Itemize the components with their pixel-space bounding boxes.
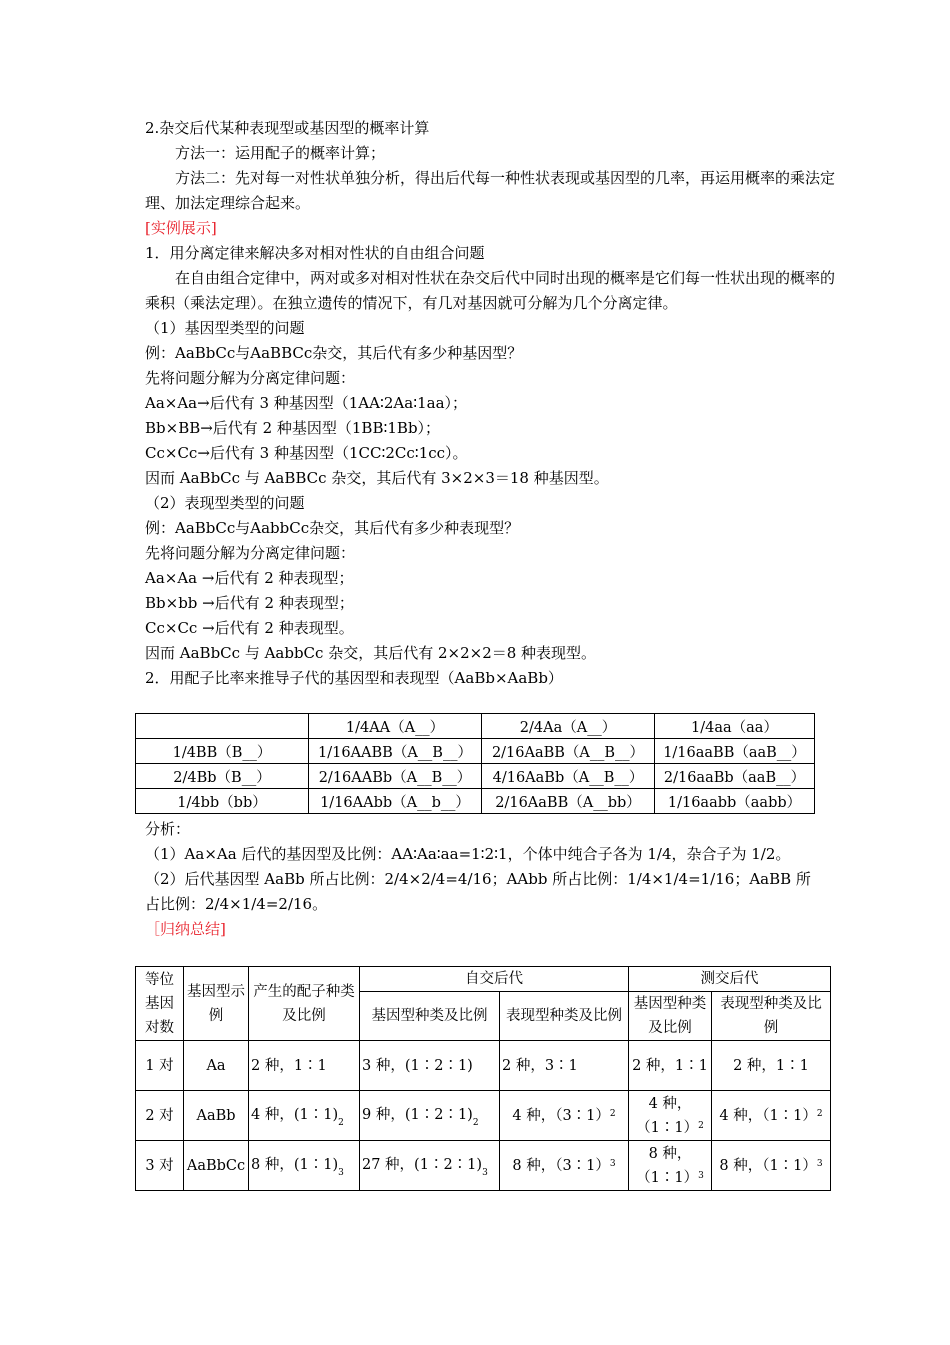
summary-table	[135, 966, 831, 1191]
question-2-heading: （2）表现型类型的问题	[145, 494, 305, 512]
table-cell: 1 对	[136, 1041, 184, 1091]
table-cell: 3 种，(1∶2∶1)	[360, 1041, 500, 1091]
method-1: 方法一：运用配子的概率计算；	[175, 144, 386, 162]
question-1-example: 例：AaBbCc与AaBBCc杂交，其后代有多少种基因型？	[145, 344, 523, 362]
table-cell: 4 种，（3∶1）$^2$	[500, 1091, 629, 1141]
table-cell: 8 种，（3∶1）$^3$	[500, 1141, 629, 1191]
table-header-row	[136, 967, 831, 992]
example-1-title: 1．用分离定律来解决多对相对性状的自由组合问题	[145, 244, 485, 262]
analysis-1: （1）Aa×Aa 后代的基因型及比例：AA∶Aa∶aa=1∶2∶1，个体中纯合子各为 1/4，杂合子为 1/2。	[145, 845, 791, 863]
table-cell: 1/4AA（A__）	[309, 714, 482, 739]
table-cell: 2/16AaBB（A__bb）	[482, 789, 655, 814]
table-cell: 2 种，1∶1	[712, 1041, 831, 1091]
table-row	[136, 1141, 831, 1191]
analysis-2: （2）后代基因型 AaBb 所占比例：2/4×2/4=4/16；AAbb 所占比例：1/4×1/4=1/16；AaBB 所占比例：2/4×1/4=2/16。	[145, 870, 811, 913]
header-genotype-example: 基因型示例	[184, 967, 249, 1041]
question-1-line: Bb×BB→后代有 2 种基因型（1BB∶1Bb）；	[145, 419, 441, 437]
question-2-line: Aa×Aa →后代有 2 种表现型；	[145, 569, 354, 587]
table-cell: 1/4bb（bb）	[136, 789, 309, 814]
table-cell: 4/16AaBb（A__B__）	[482, 764, 655, 789]
table-cell: 27 种，$(1∶2∶1)_3$	[360, 1141, 500, 1191]
question-2-conclusion: 因而 AaBbCc 与 AabbCc 杂交，其后代有 2×2×2＝8 种表现型。	[145, 644, 597, 662]
header-test-phenotype: 表现型种类及比例	[712, 992, 831, 1041]
analysis-block	[145, 817, 825, 942]
question-1-heading: （1）基因型类型的问题	[145, 319, 305, 337]
question-2-intro: 先将问题分解为分离定律问题：	[145, 544, 356, 562]
question-2-example: 例：AaBbCc与AabbCc杂交，其后代有多少种表现型？	[145, 519, 520, 537]
header-self-cross: 自交后代	[360, 967, 629, 992]
table-cell: 4 种，（1∶1）$^2$	[629, 1091, 712, 1141]
table-cell: 1/16AABB（A__B__）	[309, 739, 482, 764]
table-cell: 1/16aabb（aabb）	[655, 789, 815, 814]
question-2-line: Cc×Cc →后代有 2 种表现型。	[145, 619, 354, 637]
table-cell: 4 种，（1∶1）$^2$	[712, 1091, 831, 1141]
header-self-genotype: 基因型种类及比例	[360, 992, 500, 1041]
table-row	[136, 739, 815, 764]
table-row	[136, 1041, 831, 1091]
table-cell: 1/4aa（aa）	[655, 714, 815, 739]
table-cell: 1/4BB（B__）	[136, 739, 309, 764]
table-cell: 2/16AaBB（A__B__）	[482, 739, 655, 764]
header-allele-pairs: 等位基因对数	[136, 967, 184, 1041]
header-test-cross: 测交后代	[629, 967, 831, 992]
question-1-line: Aa×Aa→后代有 3 种基因型（1AA∶2Aa∶1aa）；	[145, 394, 468, 412]
table-cell: 8 种，（1∶1）$^3$	[629, 1141, 712, 1191]
table-cell: 2 种，1∶1	[629, 1041, 712, 1091]
document-body	[145, 116, 835, 691]
summary-heading: ［归纳总结]	[145, 920, 226, 938]
question-1-conclusion: 因而 AaBbCc 与 AaBBCc 杂交，其后代有 3×2×3＝18 种基因型。	[145, 469, 609, 487]
question-1-intro: 先将问题分解为分离定律问题：	[145, 369, 356, 387]
table-cell: AaBbCc	[184, 1141, 249, 1191]
header-test-genotype: 基因型种类及比例	[629, 992, 712, 1041]
table-cell: 1/16aaBB（aaB__）	[655, 739, 815, 764]
header-self-phenotype: 表现型种类及比例	[500, 992, 629, 1041]
table-header-row	[136, 714, 815, 739]
analysis-label: 分析：	[145, 820, 191, 838]
table-cell: 2 种，3∶1	[500, 1041, 629, 1091]
table-cell: 2 种，1∶1	[249, 1041, 360, 1091]
table-cell: 8 种，（1∶1）$^3$	[712, 1141, 831, 1191]
table-cell: 2/4Aa（A__）	[482, 714, 655, 739]
table-cell: 1/16AAbb（A__b__）	[309, 789, 482, 814]
table-cell: 4 种，$(1∶1)_2$	[249, 1091, 360, 1141]
section-title: 2.杂交后代某种表现型或基因型的概率计算	[145, 119, 430, 137]
table-cell: Aa	[184, 1041, 249, 1091]
table-cell: 2 对	[136, 1091, 184, 1141]
example-2-title: 2．用配子比率来推导子代的基因型和表现型（AaBb×AaBb）	[145, 669, 563, 687]
table-cell: AaBb	[184, 1091, 249, 1141]
table-cell: 8 种，$(1∶1)_3$	[249, 1141, 360, 1191]
table-cell	[136, 714, 309, 739]
gamete-ratio-table	[135, 713, 815, 814]
table-cell: 3 对	[136, 1141, 184, 1191]
question-2-line: Bb×bb →后代有 2 种表现型；	[145, 594, 354, 612]
example-1-paragraph: 在自由组合定律中，两对或多对相对性状在杂交后代中同时出现的概率是它们每一性状出现的概率的乘积（乘法定理）。在独立遗传的情况下，有几对基因就可分解为几个分离定律。	[145, 269, 836, 312]
table-cell: 2/4Bb（B__）	[136, 764, 309, 789]
table-cell: 9 种，$(1∶2∶1)_2$	[360, 1091, 500, 1141]
header-gametes: 产生的配子种类及比例	[249, 967, 360, 1041]
method-2: 方法二：先对每一对性状单独分析，得出后代每一种性状表现或基因型的几率，再运用概率的乘法定理、加法定理综合起来。	[145, 169, 836, 212]
table-cell: 2/16AABb（A__B__）	[309, 764, 482, 789]
table-row	[136, 764, 815, 789]
question-1-line: Cc×Cc→后代有 3 种基因型（1CC∶2Cc∶1cc）。	[145, 444, 468, 462]
table-cell: 2/16aaBb（aaB__）	[655, 764, 815, 789]
table-row	[136, 1091, 831, 1141]
examples-heading: [实例展示]	[145, 219, 217, 237]
table-row	[136, 789, 815, 814]
